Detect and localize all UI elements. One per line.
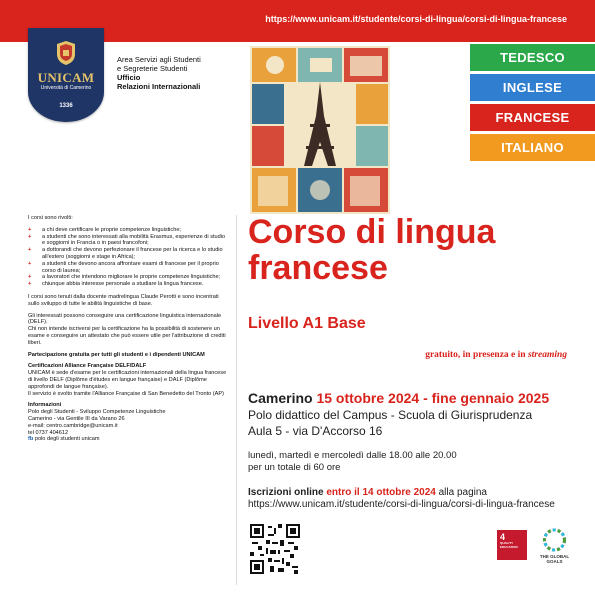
audience-item: + chiunque abbia interesse personale a studiare la lingua francese.: [28, 281, 228, 288]
audience-intro: I corsi sono rivolti:: [28, 215, 73, 221]
schedule-line-1: lunedì, martedì e mercoledì dalle 18.00 alle 20.00: [248, 450, 457, 461]
course-title: [248, 214, 578, 286]
free-title: Partecipazione gratuita per tutti gli studenti e i dipendenti UNICAM: [28, 351, 205, 358]
audience-list: [28, 227, 228, 288]
registration-deadline: entro il 14 ottobre 2024: [326, 487, 436, 498]
info-line-2: Camerino - via Gentile III da Varano 26: [28, 415, 125, 422]
facebook-icon: fb: [28, 436, 34, 443]
mode-italic: streaming: [527, 350, 567, 360]
registration: [248, 487, 578, 511]
lang-inglese: INGLESE: [470, 74, 595, 101]
logo-year: 1336: [59, 103, 73, 109]
course-schedule: [248, 450, 457, 474]
global-goals-text: THE GLOBAL GOALS: [539, 554, 570, 564]
logo-subtitle: Università di Camerino: [40, 85, 92, 91]
sdg-goal-label: QUALITY EDUCATION: [500, 541, 518, 549]
course-city: Camerino: [248, 390, 313, 406]
course-venue: [248, 407, 532, 439]
audience-item: + a dottorandi che devono perfezionare il francese per la ricerca e lo studio all'estero (soggiorni e stage in Africa);: [28, 247, 228, 261]
venue-line-2: Aula 5 - via D'Accorso 16: [248, 424, 383, 438]
teacher-text: I corsi sono tenuti dalla docente madrelingua Claude Perotti e sono incentrati sullo sviluppo di tutte le abilità linguistiche di base.: [28, 293, 219, 307]
info-line-1: Polo degli Studenti - Sviluppo Competenze Linguistiche: [28, 409, 166, 416]
crest-icon: [55, 40, 77, 66]
delf-text-2: Il servizio è svolto tramite l'Alliance Française di San Benedetto del Tronto (AP): [28, 390, 225, 397]
left-column: [28, 215, 228, 443]
unicam-logo: [28, 28, 104, 122]
global-goals-logo: [532, 528, 577, 568]
cert-text: Gli interessati possono conseguire una certificazione linguistica internazionale (DELF).: [28, 312, 222, 326]
venue-line-1: Polo didattico del Campus - Scuola di Giurisprudenza: [248, 408, 533, 422]
office-line-2: e Segreterie Studenti: [117, 64, 188, 73]
facebook-line[interactable]: [28, 436, 228, 443]
language-list: [470, 44, 595, 164]
course-dates: [248, 390, 549, 406]
qr-code-icon[interactable]: [248, 522, 302, 576]
sdg-goal-4-badge: [497, 530, 527, 560]
paris-illustration-art: [250, 46, 390, 214]
lang-italiano: ITALIANO: [470, 134, 595, 161]
office-line-4: Relazioni Internazionali: [117, 82, 201, 91]
audience-item: + a chi deve certificare le proprie competenze linguistiche;: [28, 227, 228, 234]
facebook-text: polo degli studenti unicam: [34, 436, 100, 443]
column-divider: [236, 215, 237, 585]
course-title-line-2: francese: [248, 249, 388, 287]
course-date-range: 15 ottobre 2024 - fine gennaio 2025: [316, 390, 550, 406]
office-line-1: Area Servizi agli Studenti: [117, 55, 201, 64]
header-url[interactable]: https://www.unicam.it/studente/corsi-di-lingua/corsi-di-lingua-francese: [265, 14, 567, 24]
registration-rest: alla pagina: [435, 487, 487, 498]
info-title: Informazioni: [28, 402, 62, 409]
logo-brand: UNICAM: [37, 70, 95, 85]
office-line-3: Ufficio: [117, 73, 141, 82]
paris-illustration: [250, 46, 390, 214]
info-email[interactable]: e-mail: centro.cambridge@unicam.it: [28, 422, 118, 429]
audience-item: + a lavoratori che intendono migliorare le proprie competenze linguistiche;: [28, 274, 228, 281]
lang-tedesco: TEDESCO: [470, 44, 595, 71]
registration-label: Iscrizioni online: [248, 487, 324, 498]
mode-text: gratuito, in presenza e in: [425, 350, 528, 360]
schedule-line-2: per un totale di 60 ore: [248, 462, 341, 473]
info-tel: tel 0737 404612: [28, 429, 69, 436]
global-goals-wheel-icon: [532, 528, 577, 554]
course-title-line-1: Corso di lingua: [248, 213, 496, 251]
course-mode: [425, 350, 567, 360]
credits-text: Chi non intende iscriversi per la certificazione ha la possibilità di sostenere un esame e conseguire un attestato che può essere utile per l'attribuzione di crediti liberi.: [28, 326, 226, 346]
office-block: [117, 55, 235, 91]
sdg-goal-number: 4: [500, 532, 506, 542]
audience-item: + a studenti che sono interessati alla mobilità Erasmus, esperienze di studio e soggiorni in Francia o in paesi francofoni;: [28, 234, 228, 248]
registration-url[interactable]: https://www.unicam.it/studente/corsi-di-lingua/corsi-di-lingua-francese: [248, 499, 555, 510]
audience-item: + a studenti che devono ancora affrontare esami di francese per il proprio corso di laurea;: [28, 261, 228, 275]
course-level: Livello A1 Base: [248, 315, 366, 332]
delf-text: UNICAM è sede d'esame per le certificazioni internazionali della lingua francese di livello DELF (Diplôme d'études en langue française) e DALF (Diplôme approfondi de langue française).: [28, 370, 227, 390]
delf-title: Certificazioni Alliance Française DELF/DALF: [28, 363, 147, 370]
lang-francese: FRANCESE: [470, 104, 595, 131]
